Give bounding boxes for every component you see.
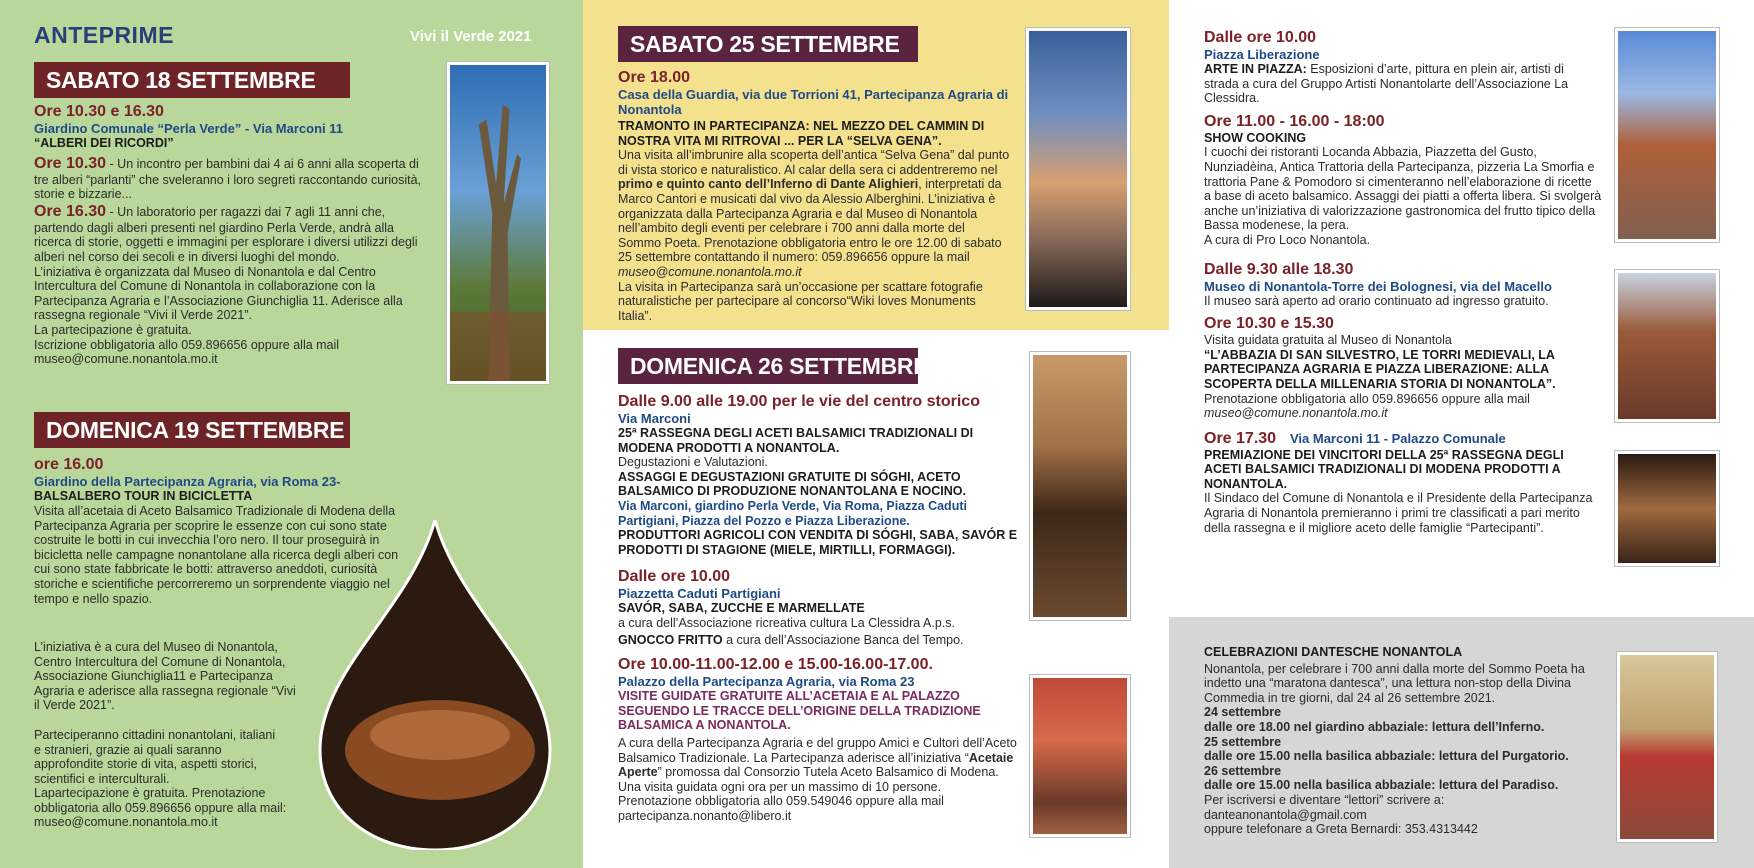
event-desc-bold: Acetaie Aperte	[618, 750, 1014, 780]
event-time: Ore 10.30 e 16.30	[34, 103, 164, 120]
event-desc-bold: primo e quinto canto dell’Inferno di Dante Alighieri	[618, 177, 919, 192]
tagline: Vivi il Verde 2021	[410, 28, 532, 45]
event-title: VISITE GUIDATE GRATUITE ALL’ACETAIA E AL PALAZZO SEGUENDO LE TRACCE DELL’ORIGINE DELLA TRADIZIONE BALSAMICA A NONANTOLA.	[618, 689, 981, 733]
event-time: Ore 10.00-11.00-12.00 e 15.00-16.00-17.00.	[618, 656, 933, 674]
event-title: TRAMONTO IN PARTECIPANZA: NEL MEZZO DEL CAMMIN DI NOSTRA VITA MI RITROVAI ... PER LA “SELVA GENA”.	[618, 119, 985, 148]
banner-sabato-25: SABATO 25 SETTEMBRE	[618, 26, 918, 62]
dante-reading: dalle ore 18.00 nel giardino abbaziale: lettura dell’Inferno.	[1204, 719, 1545, 734]
dante-phone: oppure telefonare a Greta Bernardi: 353.4313442	[1204, 822, 1478, 837]
event-title: PREMIAZIONE DEI VINCITORI DELLA 25ª RASSEGNA DEGLI ACETI BALSAMICI TRADIZIONALI DI MODENA PRODOTTI A NONANTOLA.	[1204, 447, 1564, 491]
panel-anteprime	[0, 0, 583, 868]
email-link[interactable]: museo@comune.nonantola.mo.it	[1204, 406, 1388, 421]
event-desc: - Un incontro per bambini dai 4 ai 6 anni alla scoperta di tre alberi “parlanti” che sveleranno i loro segreti raccontando curiosità, storie e bizzarie...	[34, 156, 421, 202]
sun19-body1: Visita all’acetaia di Aceto Balsamico Tradizionale di Modena della Partecipanza Agraria per scoprire le essenze con cui sono state costruite le botti in cui invecchia l’oro nero. Il tour proseguirà in bicicletta nelle campagne nonantolane alla ricerca degli alberi con cui sono state fabbricate le botti: attraverso aneddoti, curiosità storiche e scientifiche percorreremo un sorprendente viaggio nel tempo e nello spazio.	[34, 504, 399, 606]
event-body: L’iniziativa è organizzata dal Museo di Nonantola e dal Centro Intercultura del Comune di Nonantola in collaborazione con la Partecipanza Agraria e l’Associazione Giunchiglia 11. Aderisce alla rassegna regionale “Vivi il Verde 2021”.	[34, 264, 403, 323]
event-desc: ” promossa dal Consorzio Tutela Aceto Balsamico di Modena. Una visita guidata ogni ora per un massimo di 10 persone. Prenotazione obbligatoria allo 059.549046 oppure alla mail partecipanza.nonanto@libero.it	[618, 765, 999, 823]
dante-title: CELEBRAZIONI DANTESCHE NONANTOLA	[1204, 645, 1463, 659]
event-title: SHOW COOKING	[1204, 130, 1307, 145]
event-note: La visita in Partecipanza sarà un’occasione per scattare fotografie naturalistiche per partecipare al concorso“Wiki loves Monuments Italia”.	[618, 279, 983, 323]
event-place: Piazzetta Caduti Partigiani	[618, 586, 781, 602]
event-title: ASSAGGI E DEGUSTAZIONI GRATUITE DI SÓGHI, ACETO BALSAMICO DI PRODUZIONE NONANTOLANA E NOCINO.	[618, 469, 966, 499]
event-subtime: Ore 16.30	[34, 202, 107, 220]
sunset-photo	[1026, 28, 1130, 310]
event-time: ore 16.00	[34, 456, 104, 473]
event-title: SAVÓR, SABA, ZUCCHE E MARMELLATE	[618, 601, 865, 616]
event-title: 25ª RASSEGNA DEGLI ACETI BALSAMICI TRADIZIONALI DI MODENA PRODOTTI A NONANTOLA.	[618, 426, 974, 455]
event-desc: A cura della Partecipanza Agraria e del gruppo Amici e Cultori dell’Aceto Balsamico Tradizionale. La Partecipanza aderisce all’iniziativa “	[618, 735, 1017, 765]
event-title: PRODUTTORI AGRICOLI CON VENDITA DI SÓGHI, SABA, SAVÓR E PRODOTTI DI STAGIONE (MIELE, MIRTILLI, FORMAGGI).	[618, 528, 1018, 557]
event-place: Via Marconi 11 - Palazzo Comunale	[1289, 430, 1506, 446]
col3-block	[1204, 28, 1602, 535]
event-title: BALSALBERO TOUR IN BICICLETTA	[34, 489, 253, 503]
piazza-photo	[1615, 28, 1719, 242]
event-time: Dalle ore 10.00	[618, 568, 731, 586]
event-title: “ALBERI DEI RICORDI”	[34, 136, 174, 150]
event-place: Via Marconi	[618, 411, 691, 426]
event-desc: a cura dell’Associazione Banca del Tempo.	[722, 632, 964, 647]
panel-domenica-26	[583, 330, 1169, 868]
sun19-body2: L’iniziativa è a cura del Museo di Nonantola, Centro Intercultura del Comune di Nonantola, Associazione Giunchiglia11 e Partecipanza Agraria e aderisce alla rassegna regionale “Vivi il Verde 2021”.	[34, 640, 296, 713]
tower-photo	[1615, 270, 1719, 422]
banner-sabato-18: SABATO 18 SETTEMBRE	[34, 62, 350, 98]
event-time: Dalle 9.30 alle 18.30	[1204, 260, 1354, 278]
event-title: GNOCCO FRITTO	[618, 632, 723, 647]
sun19-block	[34, 455, 418, 504]
banner-domenica-19: DOMENICA 19 SETTEMBRE	[34, 412, 350, 448]
event-desc: Una visita all’imbrunire alla scoperta dell’antica “Selva Gena” dal punto di vista storico e naturalistico. Al calar della sera ci addentreremo nel	[618, 148, 1010, 177]
sun26-block	[618, 392, 1018, 823]
section-header: ANTEPRIME	[34, 22, 174, 48]
event-place: Giardino Comunale “Perla Verde” - Via Marconi 11	[34, 121, 343, 136]
event-desc: - Un laboratorio per ragazzi dai 7 agli 11 anni che, partendo dagli alberi presenti nel giardino Perla Verde, andrà alla ricerca di storie, oggetti e immagini per esplorare i diversi utilizzi degli alberi nel corso dei secoli e in diversi luoghi del mondo.	[34, 204, 418, 264]
dante-date: 24 settembre	[1204, 705, 1282, 720]
acetaia-photo	[1030, 352, 1130, 620]
event-subtime: Ore 10.30	[34, 154, 107, 172]
event-title: “L’ABBAZIA DI SAN SILVESTRO, LE TORRI MEDIEVALI, LA PARTECIPANZA AGRARIA E PIAZZA LIBERAZIONE: ALLA SCOPERTA DELLA MILLENARIA STORIA DI NONANTOLA”.	[1204, 347, 1556, 391]
event-place: Casa della Guardia, via due Torrioni 41, Partecipanza Agraria di Nonantola	[618, 87, 1009, 117]
tree-photo	[447, 62, 549, 384]
event-desc: A cura di Pro Loco Nonantola.	[1204, 232, 1371, 247]
event-desc: a cura dell’Associazione ricreativa cultura La Clessidra A.p.s.	[618, 615, 955, 630]
panel-dante	[1169, 617, 1754, 868]
dante-email[interactable]: danteanonantola@gmail.com	[1204, 807, 1367, 822]
event-time: Ore 10.30 e 15.30	[1204, 315, 1334, 333]
event-desc: Esposizioni d’arte, pittura en plein air, artisti di strada a cura del Gruppo Artisti Nonantolarte dell’Associazione La Clessidra.	[1204, 62, 1569, 106]
panel-sabato-25	[583, 0, 1169, 330]
event-time: Ore 11.00 - 16.00 - 18:00	[1204, 112, 1385, 130]
dante-date: 26 settembre	[1204, 763, 1282, 778]
dante-date: 25 settembre	[1204, 734, 1282, 749]
sat18-block	[34, 102, 426, 367]
event-title: ARTE IN PIAZZA:	[1204, 62, 1307, 76]
event-desc: Prenotazione obbligatoria allo 059.896656 oppure alla mail	[1204, 391, 1530, 406]
event-place: Palazzo della Partecipanza Agraria, via Roma 23	[618, 674, 915, 690]
event-desc: I cuochi dei ristoranti Locanda Abbazia, Piazzetta del Gusto, Nunziadèina, Antica Trattoria della Partecipanza, pizzeria La Smorfia e trattoria Pane & Pomodoro si cimenteranno nell’elaborazione di ricette a base di aceto balsamico. Assaggi dei piatti a offerta libera. Si svolgerà anche un’iniziativa di valorizzazione gastronomica del frutto tipico della Bassa modenese, la pera.	[1204, 145, 1602, 233]
event-desc: Visita guidata gratuita al Museo di Nonantola	[1204, 333, 1452, 348]
event-place: Museo di Nonantola-Torre dei Bolognesi, via del Macello	[1204, 278, 1552, 294]
barrels-photo	[1615, 451, 1719, 566]
email-link[interactable]: museo@comune.nonantola.mo.it	[618, 264, 802, 279]
event-time: Dalle 9.00 alle 19.00 per le vie del centro storico	[618, 393, 980, 410]
banner-domenica-26: DOMENICA 26 SETTEMBRE	[618, 348, 918, 384]
event-place: Piazza Liberazione	[1204, 47, 1320, 62]
event-time: Dalle ore 10.00	[1204, 29, 1317, 46]
dante-reading: dalle ore 15.00 nella basilica abbaziale: lettura del Paradiso.	[1204, 778, 1559, 793]
event-place: Giardino della Partecipanza Agraria, via Roma 23-	[34, 474, 341, 489]
dante-reading: dalle ore 15.00 nella basilica abbaziale: lettura del Purgatorio.	[1204, 749, 1569, 764]
event-desc: , interpretati da Marco Cantori e musicati dal vivo da Alessio Alberghini. L’iniziativa è organizzata dalla Partecipanza Agraria e dal Museo di Nonantola nell’ambito degli eventi per celebrare i 700 anni dalla morte del Sommo Poeta. Prenotazione obbligatoria entro le ore 12.00 di sabato 25 settembre contattando il numero: 059.896656 oppure la mail	[618, 177, 1002, 265]
panel-events-right	[1169, 0, 1754, 617]
event-time: Ore 18.00	[618, 69, 691, 86]
event-registration: Iscrizione obbligatoria allo 059.896656 oppure alla mail museo@comune.nonantola.mo.it	[34, 337, 340, 367]
sat25-block	[618, 68, 1011, 323]
sun19-body4: Lapartecipazione è gratuita. Prenotazione obbligatoria allo 059.896656 oppure alla mail: museo@comune.nonantola.mo.it	[34, 786, 287, 830]
event-time: Ore 17.30	[1204, 429, 1277, 447]
event-desc: Degustazioni e Valutazioni.	[618, 455, 768, 470]
event-free: La partecipazione è gratuita.	[34, 322, 192, 337]
dante-block	[1204, 645, 1608, 837]
dante-painting	[1617, 652, 1717, 842]
sun19-body3: Parteciperanno cittadini nonantolani, italiani e stranieri, grazie ai quali saranno approfondite storie di vita, aspetti storici, scientifici e interculturali.	[34, 728, 276, 786]
event-desc: Il Sindaco del Comune di Nonantola e il Presidente della Partecipanza Agraria di Nonantola premieranno i primi tre classificati a pari merito della rassegna e il migliore aceto delle famiglie “Partecipanti”.	[1204, 491, 1593, 535]
dante-contact: Per iscriversi e diventare “lettori” scrivere a:	[1204, 792, 1445, 807]
dante-desc: Nonantola, per celebrare i 700 anni dalla morte del Sommo Poeta ha indetto una “maratona dantesca”, una lettura non-stop della Divina Commedia in tre giorni, dal 24 al 26 settembre 2021.	[1204, 661, 1585, 705]
event-desc: Il museo sarà aperto ad orario continuato ad ingresso gratuito.	[1204, 293, 1549, 308]
arch-photo	[1030, 675, 1130, 837]
event-place: Via Marconi, giardino Perla Verde, Via Roma, Piazza Caduti Partigiani, Piazza del Pozzo e Piazza Liberazione.	[618, 498, 967, 528]
